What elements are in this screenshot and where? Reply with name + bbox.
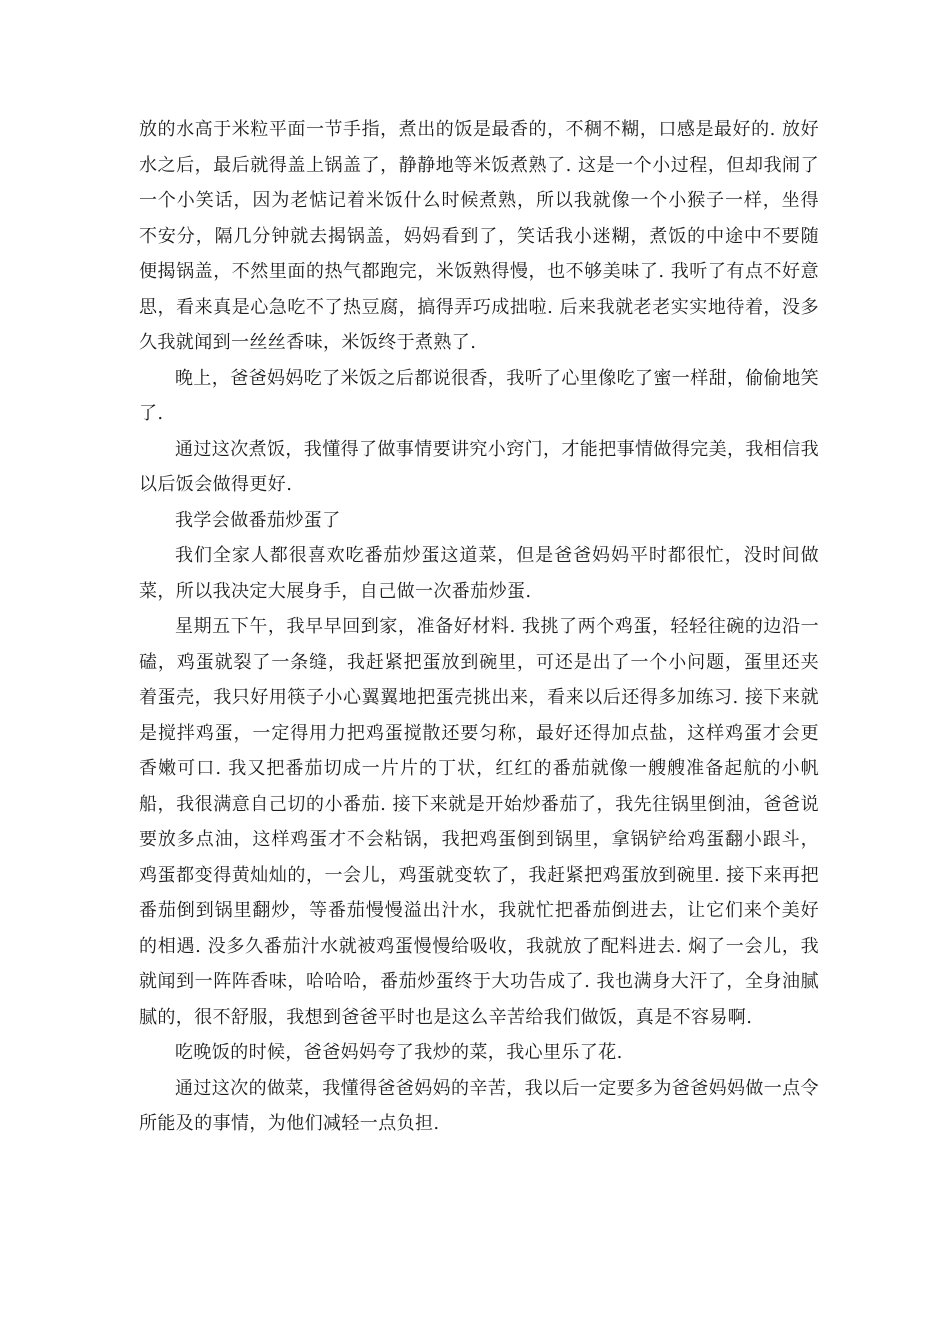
paragraph-rice-cooking-continued: 放的水高于米粒平面一节手指，煮出的饭是最香的，不稠不糊，口感是最好的. 放好水之后，最后就得盖上锅盖了，静静地等米饭煮熟了. 这是一个小过程，但却我闹了一个小笑话，因为老惦记着米饭什么时候煮熟，所以我就像一个小猴子一样，坐得不安分，隔几分钟就去揭锅盖，妈妈看到了，笑话我小迷糊，煮饭的中途中不要随便揭锅盖，不然里面的热气都跑完，米饭熟得慢，也不够美味了. 我听了有点不好意思，看来真是心急吃不了热豆腐，搞得弄巧成拙啦. 后来我就老老实实地待着，没多久我就闻到一丝丝香味，米饭终于煮熟了.: [139, 119, 819, 353]
paragraph-tomato-process: 星期五下午，我早早回到家，准备好材料. 我挑了两个鸡蛋，轻轻往碗的边沿一磕，鸡蛋就裂了一条缝，我赶紧把蛋放到碗里，可还是出了一个小问题，蛋里还夹着蛋壳，我只好用筷子小心翼翼地把蛋壳挑出来，看来以后还得多加练习. 接下来就是搅拌鸡蛋，一定得用力把鸡蛋搅散还要匀称，最好还得加点盐，这样鸡蛋才会更香嫩可口. 我又把番茄切成一片片的丁状，红红的番茄就像一艘艘准备起航的小帆船，我很满意自己切的小番茄. 接下来就是开始炒番茄了，我先往锅里倒油，爸爸说要放多点油，这样鸡蛋才不会粘锅，我把鸡蛋倒到锅里，拿锅铲给鸡蛋翻小跟斗，鸡蛋都变得黄灿灿的，一会儿，鸡蛋就变软了，我赶紧把鸡蛋放到碗里. 接下来再把番茄倒到锅里翻炒，等番茄慢慢溢出汁水，我就忙把番茄倒进去，让它们来个美好的相遇. 没多久番茄汁水就被鸡蛋慢慢给吸收，我就放了配料进去. 焖了一会儿，我就闻到一阵阵香味，哈哈哈，番茄炒蛋终于大功告成了. 我也满身大汗了，全身油腻腻的，很不舒服，我想到爸爸平时也是这么辛苦给我们做饭，真是不容易啊.: [139, 616, 819, 1028]
document-body: [139, 112, 819, 1142]
paragraph-parents-praise-rice: 晚上，爸爸妈妈吃了米饭之后都说很香，我听了心里像吃了蜜一样甜，偷偷地笑了.: [139, 367, 819, 424]
paragraph-tomato-intro: 我们全家人都很喜欢吃番茄炒蛋这道菜，但是爸爸妈妈平时都很忙，没时间做菜，所以我决定大展身手，自己做一次番茄炒蛋.: [139, 545, 819, 602]
paragraph-tomato-lesson: 通过这次的做菜，我懂得爸爸妈妈的辛苦，我以后一定要多为爸爸妈妈做一点令所能及的事情，为他们减轻一点负担.: [139, 1077, 819, 1134]
essay-title: 我学会做番茄炒蛋了: [175, 509, 341, 531]
paragraph-dinner-praise: 吃晚饭的时候，爸爸妈妈夸了我炒的菜，我心里乐了花.: [175, 1042, 623, 1063]
paragraph-rice-lesson: 通过这次煮饭，我懂得了做事情要讲究小窍门，才能把事情做得完美，我相信我以后饭会做得更好.: [139, 438, 819, 495]
